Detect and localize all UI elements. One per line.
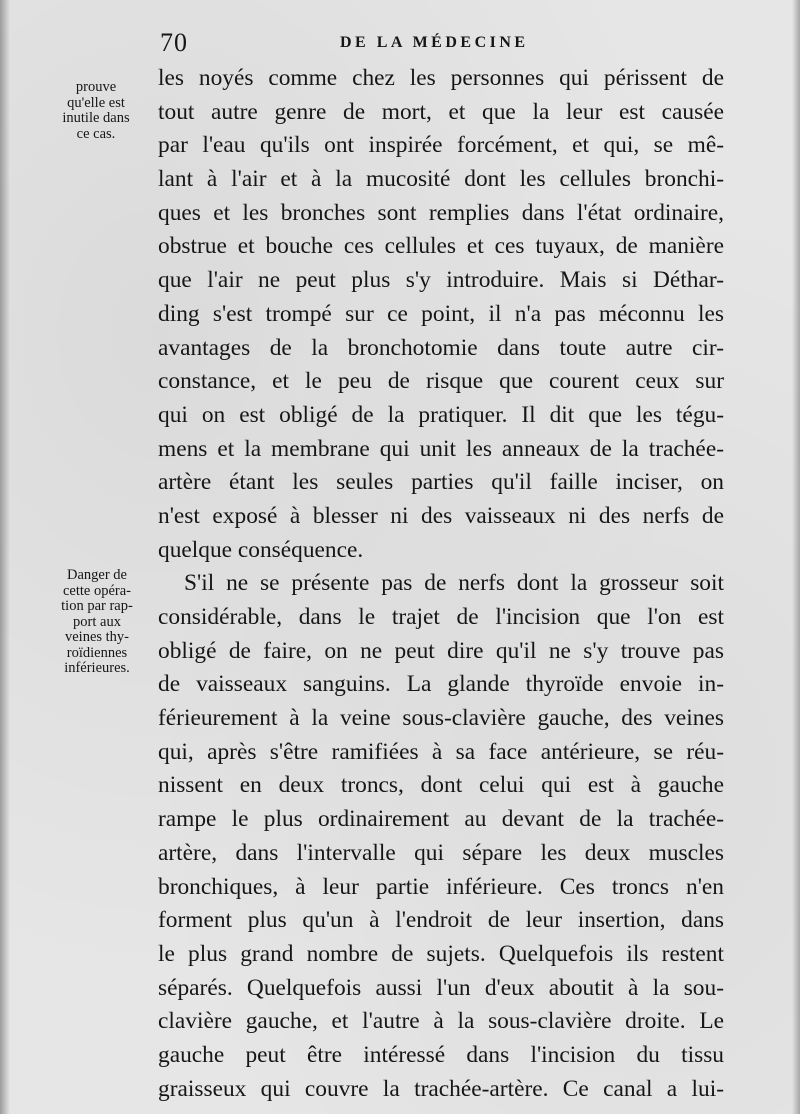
text-line: que l'air ne peut plus s'y introduire. Mais si Déthar- xyxy=(158,267,724,294)
text-line: avantages de la bronchotomie dans toute autre cir- xyxy=(158,334,724,361)
text-line: de vaisseaux sanguins. La glande thyroïde envoie in- xyxy=(158,671,724,698)
text-line: artère, dans l'intervalle qui sépare les deux muscles xyxy=(158,839,724,866)
text-line: nissent en deux troncs, dont celui qui est à gauche xyxy=(158,772,724,799)
margin-note-line: veines thy- xyxy=(64,629,130,645)
margin-note-line: port aux xyxy=(73,613,121,630)
text-line: constance, et le peu de risque que courent ceux sur xyxy=(158,368,724,395)
text-line: forment plus qu'un à l'endroit de leur insertion, dans xyxy=(158,907,724,934)
margin-note-line: tion par rap- xyxy=(61,598,133,614)
page-number: 70 xyxy=(160,28,188,57)
margin-note-line: prouve xyxy=(75,79,117,95)
margin-note-line: ce cas. xyxy=(76,125,116,142)
page-header xyxy=(160,24,720,60)
page-shadow-left xyxy=(0,0,10,1114)
text-line: mens et la membrane qui unit les anneaux de la trachée- xyxy=(158,435,724,462)
text-line: bronchiques, à leur partie inférieure. Ces troncs n'en xyxy=(158,873,724,900)
margin-note xyxy=(46,568,148,677)
margin-note-line: Danger de xyxy=(67,567,127,583)
margin-note-line: inférieures. xyxy=(64,660,130,676)
text-line: obligé de faire, on ne peut dire qu'il ne s'y trouve pas xyxy=(158,637,724,664)
text-line: séparés. Quelquefois aussi l'un d'eux aboutit à la sou- xyxy=(158,974,724,1001)
text-line: ding s'est trompé sur ce point, il n'a pas méconnu les xyxy=(158,300,724,327)
text-line: artère étant les seules parties qu'il faille inciser, on xyxy=(158,469,724,496)
margin-note-line: roïdiennes xyxy=(66,644,128,661)
text-line: le plus grand nombre de sujets. Quelquefois ils restent xyxy=(158,940,724,967)
text-line: férieurement à la veine sous-clavière gauche, des veines xyxy=(158,705,724,732)
text-line: considérable, dans le trajet de l'incision que l'on est xyxy=(158,604,724,630)
text-line: par l'eau qu'ils ont inspirée forcément, et qui, se mê- xyxy=(158,132,724,159)
margin-note-line: qu'elle est xyxy=(67,94,125,111)
text-line: graisseux qui couvre la trachée-artère. Ce canal a lui- xyxy=(158,1075,724,1102)
page-shadow-right xyxy=(792,0,800,1114)
running-title: DE LA MÉDECINE xyxy=(340,34,529,51)
text-line: qui on est obligé de la pratiquer. Il dit que les tégu- xyxy=(158,401,724,428)
text-line: les noyés comme chez les personnes qui périssent de xyxy=(158,65,724,91)
text-line: ques et les bronches sont remplies dans l'état ordinaire, xyxy=(158,199,724,226)
text-line: gauche peut être intéressé dans l'incision du tissu xyxy=(158,1041,724,1068)
body-text xyxy=(158,62,724,1106)
text-line: obstrue et bouche ces cellules et ces tuyaux, de manière xyxy=(158,233,724,260)
margin-note-line: cette opéra- xyxy=(62,582,132,599)
text-line: qui, après s'être ramifiées à sa face antérieure, se réu- xyxy=(158,738,724,765)
margin-note-line: inutile dans xyxy=(62,110,130,126)
text-line: clavière gauche, et l'autre à la sous-clavière droite. Le xyxy=(158,1008,724,1035)
text-line: S'il ne se présente pas de nerfs dont la grosseur soit xyxy=(184,570,724,597)
margin-note xyxy=(46,80,146,142)
text-line: quelque conséquence. xyxy=(158,536,364,563)
text-line: tout autre genre de mort, et que la leur est causée xyxy=(158,98,724,125)
text-line: rampe le plus ordinairement au devant de la trachée- xyxy=(158,806,724,833)
text-line: n'est exposé à blesser ni des vaisseaux ni des nerfs de xyxy=(158,502,724,529)
text-line: lant à l'air et à la mucosité dont les cellules bronchi- xyxy=(158,166,724,193)
